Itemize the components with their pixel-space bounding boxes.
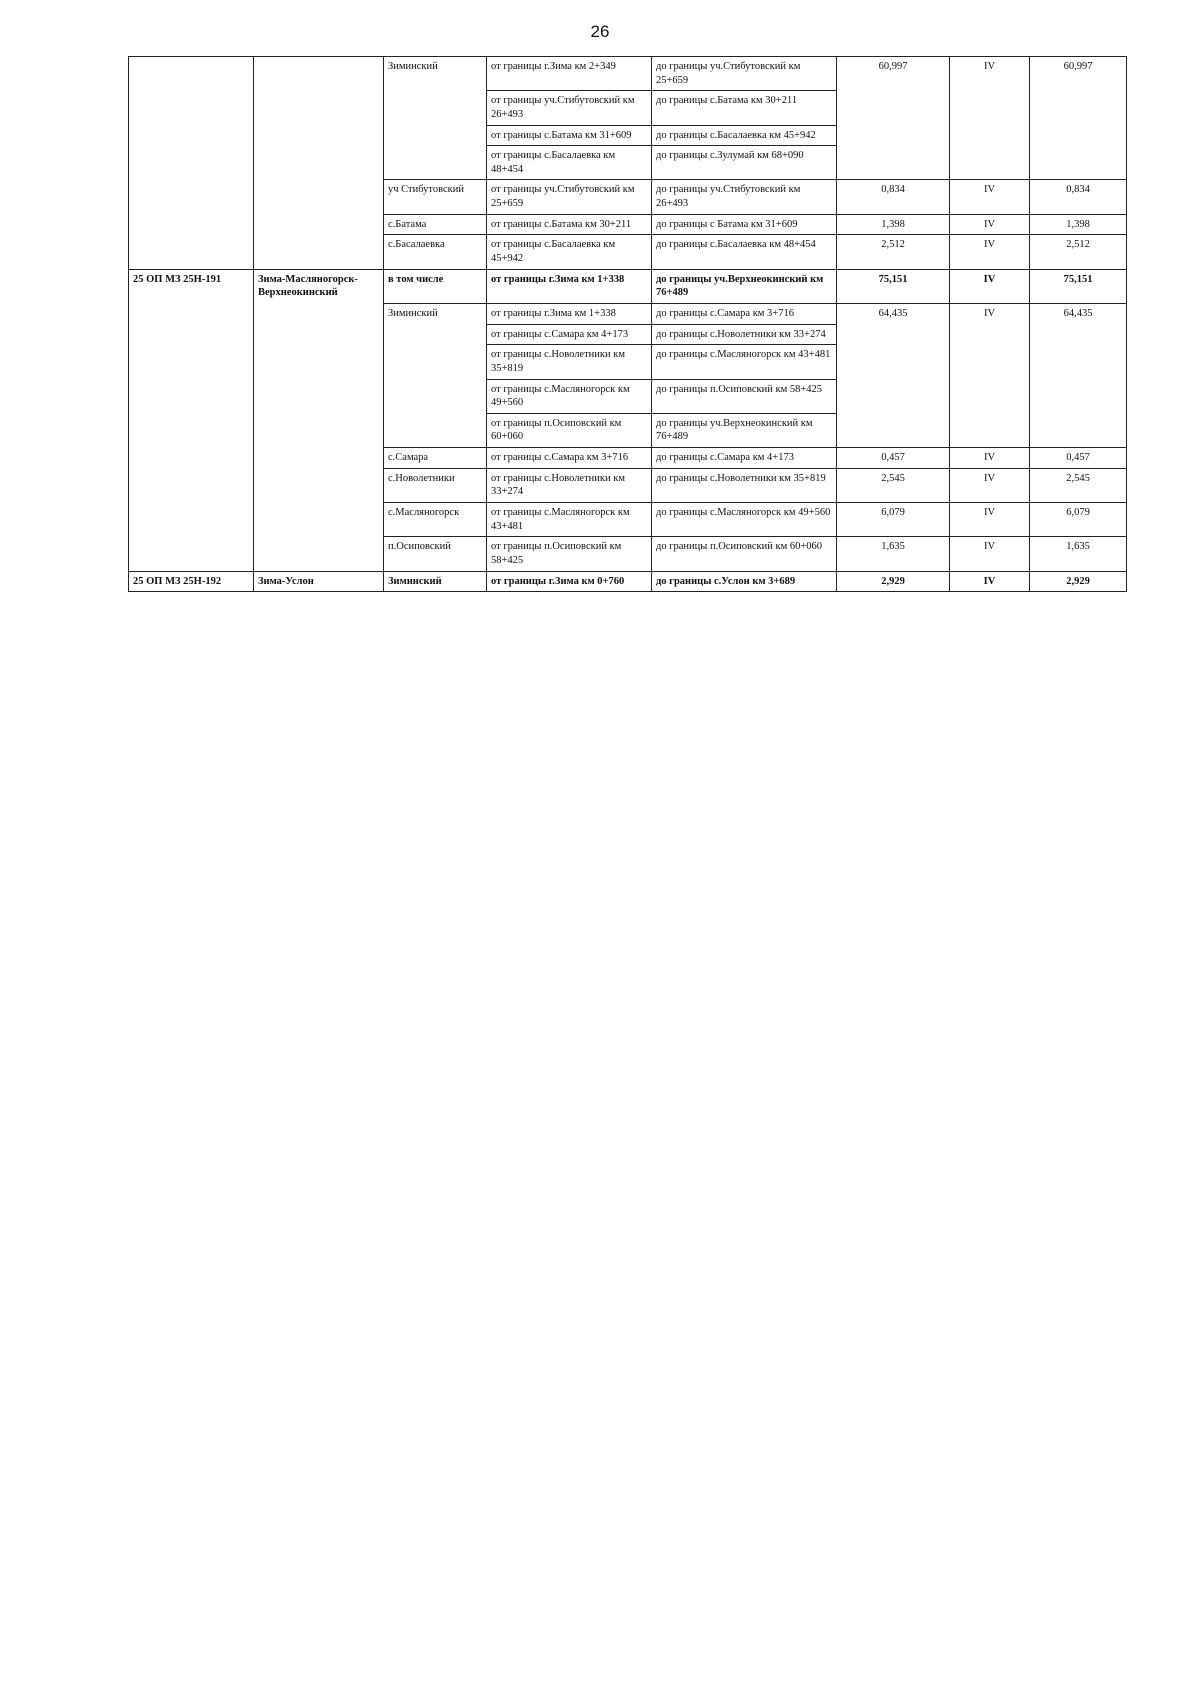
cell-length: 0,457: [837, 448, 950, 469]
cell-length-by-category: 60,997: [1030, 57, 1127, 180]
cell-from: от границы уч.Стибутовский км 25+659: [487, 180, 652, 214]
table-row: [129, 269, 1127, 303]
cell-district: Зиминский: [384, 57, 487, 180]
cell-length-by-category: 64,435: [1030, 303, 1127, 447]
cell-from: от границы с.Батама км 31+609: [487, 125, 652, 146]
cell-category: IV: [950, 180, 1030, 214]
cell-from: от границы с.Самара км 4+173: [487, 324, 652, 345]
cell-district: с.Батама: [384, 214, 487, 235]
cell-to: до границы п.Осиповский км 58+425: [652, 379, 837, 413]
cell-district: Зиминский: [384, 571, 487, 592]
cell-to: до границы с.Новолетники км 33+274: [652, 324, 837, 345]
cell-road-code: 25 ОП МЗ 25Н-192: [129, 571, 254, 592]
cell-category: IV: [950, 503, 1030, 537]
cell-length: 1,635: [837, 537, 950, 571]
cell-to: до границы с.Басалаевка км 45+942: [652, 125, 837, 146]
cell-to: до границы с.Услон км 3+689: [652, 571, 837, 592]
cell-from: от границы с.Масляногорск км 43+481: [487, 503, 652, 537]
cell-from: от границы с.Басалаевка км 48+454: [487, 146, 652, 180]
cell-district: в том числе: [384, 269, 487, 303]
cell-category: IV: [950, 468, 1030, 502]
cell-from: от границы с.Самара км 3+716: [487, 448, 652, 469]
cell-from: от границы г.Зима км 1+338: [487, 269, 652, 303]
cell-from: от границы с.Новолетники км 33+274: [487, 468, 652, 502]
cell-from: от границы с.Новолетники км 35+819: [487, 345, 652, 379]
cell-length-by-category: 2,512: [1030, 235, 1127, 269]
cell-to: до границы с.Басалаевка км 48+454: [652, 235, 837, 269]
cell-from: от границы с.Батама км 30+211: [487, 214, 652, 235]
cell-district: с.Самара: [384, 448, 487, 469]
cell-to: до границы уч.Стибутовский км 26+493: [652, 180, 837, 214]
cell-length: 75,151: [837, 269, 950, 303]
cell-length-by-category: 0,457: [1030, 448, 1127, 469]
cell-road-name: [254, 57, 384, 270]
roads-table: [128, 56, 1127, 592]
cell-length: 2,512: [837, 235, 950, 269]
cell-to: до границы с.Батама км 30+211: [652, 91, 837, 125]
cell-category: IV: [950, 303, 1030, 447]
cell-to: до границы с.Масляногорск км 43+481: [652, 345, 837, 379]
cell-from: от границы п.Осиповский км 58+425: [487, 537, 652, 571]
cell-to: до границы с.Самара км 4+173: [652, 448, 837, 469]
cell-length: 60,997: [837, 57, 950, 180]
cell-from: от границы п.Осиповский км 60+060: [487, 413, 652, 447]
table-row: [129, 57, 1127, 91]
cell-to: до границы с.Новолетники км 35+819: [652, 468, 837, 502]
page-number: 26: [590, 22, 610, 41]
cell-category: IV: [950, 537, 1030, 571]
cell-road-name: Зима-Услон: [254, 571, 384, 592]
cell-length-by-category: 1,635: [1030, 537, 1127, 571]
cell-length-by-category: 0,834: [1030, 180, 1127, 214]
cell-category: IV: [950, 57, 1030, 180]
cell-length: 2,545: [837, 468, 950, 502]
cell-to: до границы с.Зулумай км 68+090: [652, 146, 837, 180]
cell-category: IV: [950, 214, 1030, 235]
cell-length: 6,079: [837, 503, 950, 537]
cell-road-code: [129, 57, 254, 270]
cell-length-by-category: 2,545: [1030, 468, 1127, 502]
cell-district: п.Осиповский: [384, 537, 487, 571]
cell-category: IV: [950, 571, 1030, 592]
cell-to: до границы с.Самара км 3+716: [652, 303, 837, 324]
cell-from: от границы с.Масляногорск км 49+560: [487, 379, 652, 413]
cell-length: 2,929: [837, 571, 950, 592]
cell-category: IV: [950, 235, 1030, 269]
cell-to: до границы уч.Верхнеокинский км 76+489: [652, 413, 837, 447]
cell-from: от границы г.Зима км 1+338: [487, 303, 652, 324]
cell-length-by-category: 6,079: [1030, 503, 1127, 537]
cell-to: до границы уч.Верхнеокинский км 76+489: [652, 269, 837, 303]
cell-category: IV: [950, 448, 1030, 469]
cell-to: до границы уч.Стибутовский км 25+659: [652, 57, 837, 91]
cell-to: до границы с.Масляногорск км 49+560: [652, 503, 837, 537]
cell-district: с.Басалаевка: [384, 235, 487, 269]
cell-from: от границы г.Зима км 2+349: [487, 57, 652, 91]
cell-category: IV: [950, 269, 1030, 303]
cell-from: от границы г.Зима км 0+760: [487, 571, 652, 592]
cell-road-code: 25 ОП МЗ 25Н-191: [129, 269, 254, 571]
cell-length-by-category: 75,151: [1030, 269, 1127, 303]
cell-to: до границы с Батама км 31+609: [652, 214, 837, 235]
cell-length: 1,398: [837, 214, 950, 235]
table-row: [129, 571, 1127, 592]
cell-district: уч Стибутовский: [384, 180, 487, 214]
cell-district: с.Новолетники: [384, 468, 487, 502]
cell-road-name: Зима-Масляногорск-Верхнеокинский: [254, 269, 384, 571]
cell-district: с.Масляногорск: [384, 503, 487, 537]
cell-from: от границы уч.Стибутовский км 26+493: [487, 91, 652, 125]
cell-from: от границы с.Басалаевка км 45+942: [487, 235, 652, 269]
cell-district: Зиминский: [384, 303, 487, 447]
cell-length-by-category: 1,398: [1030, 214, 1127, 235]
cell-to: до границы п.Осиповский км 60+060: [652, 537, 837, 571]
cell-length: 64,435: [837, 303, 950, 447]
cell-length-by-category: 2,929: [1030, 571, 1127, 592]
cell-length: 0,834: [837, 180, 950, 214]
